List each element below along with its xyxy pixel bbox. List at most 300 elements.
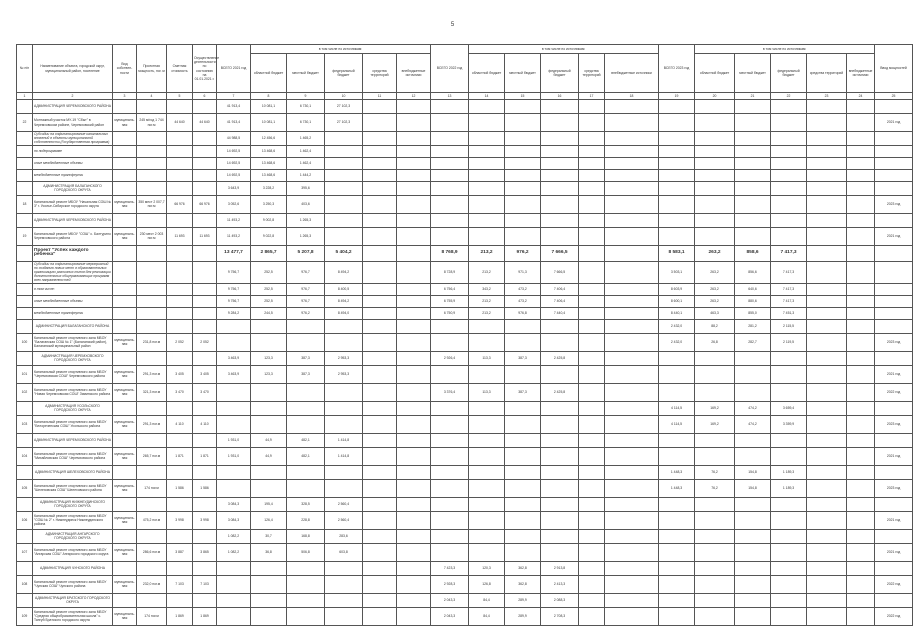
- column-number: 20: [695, 93, 735, 100]
- table-cell: 169,2: [695, 401, 735, 415]
- section-row: [17, 319, 913, 333]
- table-cell: [605, 145, 659, 157]
- table-cell: 880,6: [735, 295, 771, 307]
- table-cell: [431, 465, 469, 479]
- table-cell: [431, 497, 469, 511]
- table-cell: [847, 543, 875, 561]
- table-cell: [605, 593, 659, 607]
- section-row: [17, 181, 913, 195]
- table-cell: [469, 157, 505, 169]
- table-cell: [771, 145, 807, 157]
- table-cell: [363, 383, 397, 401]
- table-cell: [17, 433, 33, 447]
- table-cell: [137, 593, 167, 607]
- table-cell: [807, 227, 847, 245]
- table-cell: 2 425,8: [541, 383, 579, 401]
- table-cell: 482,1: [287, 433, 325, 447]
- table-cell: 263,2: [695, 261, 735, 283]
- section-row: [17, 169, 913, 181]
- table-cell: [735, 511, 771, 529]
- table-cell: [875, 351, 913, 365]
- table-cell: [193, 261, 217, 283]
- table-cell: [541, 365, 579, 383]
- table-cell: [363, 169, 397, 181]
- table-cell: 13 477,7: [217, 245, 251, 261]
- table-cell: [17, 213, 33, 227]
- table-cell: [605, 295, 659, 307]
- table-cell: [847, 181, 875, 195]
- table-cell: [605, 181, 659, 195]
- table-cell: 213,2: [469, 295, 505, 307]
- section-row: [17, 283, 913, 295]
- table-cell: 387,3: [287, 365, 325, 383]
- table-cell: [847, 561, 875, 575]
- column-number: 18: [605, 93, 659, 100]
- table-cell: [363, 561, 397, 575]
- table-cell: [875, 100, 913, 114]
- table-cell: [875, 529, 913, 543]
- table-cell: 195,4: [251, 497, 287, 511]
- table-cell: [541, 157, 579, 169]
- table-cell: 2 043,3: [431, 593, 469, 607]
- src-regional: областной бюджет: [251, 54, 287, 93]
- table-cell: [807, 351, 847, 365]
- table-cell: 22: [17, 114, 33, 132]
- table-cell: 6 755,9: [431, 295, 469, 307]
- table-cell: [659, 213, 695, 227]
- table-cell: [695, 383, 735, 401]
- table-cell: [363, 195, 397, 213]
- table-cell: [113, 181, 137, 195]
- table-row: [17, 511, 913, 529]
- row-name-cell: Капитальный ремонт спортивного зала МБОУ "Новая Черемховская СОШ" Зиминского района: [33, 383, 113, 401]
- table-cell: [397, 479, 431, 497]
- column-number: 8: [251, 93, 287, 100]
- table-cell: 1 871: [193, 447, 217, 465]
- section-row: [17, 401, 913, 415]
- table-cell: [771, 213, 807, 227]
- table-cell: муниципаль-ная: [113, 383, 137, 401]
- table-cell: [113, 157, 137, 169]
- table-cell: 8 494,2: [325, 295, 363, 307]
- table-cell: 100: [17, 333, 33, 351]
- table-cell: [505, 497, 541, 511]
- table-cell: [469, 529, 505, 543]
- table-cell: 3 052,6: [217, 195, 251, 213]
- table-cell: [735, 607, 771, 625]
- table-cell: 14 692,5: [217, 157, 251, 169]
- table-cell: [541, 543, 579, 561]
- table-cell: [659, 145, 695, 157]
- table-cell: 6 730,1: [287, 100, 325, 114]
- table-cell: [695, 511, 735, 529]
- table-cell: 231,8 пог.м: [137, 333, 167, 351]
- table-cell: [505, 543, 541, 561]
- table-cell: [807, 333, 847, 351]
- table-cell: 2 560,4: [325, 511, 363, 529]
- table-cell: [363, 415, 397, 433]
- table-cell: [579, 283, 605, 295]
- table-cell: 174 пог.м: [137, 607, 167, 625]
- row-name-cell: Капитальный ремонт МБОУ "СОШ" с. Балтурино Черемховского района: [33, 227, 113, 245]
- column-number: 23: [807, 93, 847, 100]
- table-cell: 213,2: [469, 245, 505, 261]
- table-cell: [847, 447, 875, 465]
- table-cell: [325, 181, 363, 195]
- row-name-cell: Капитальный ремонт спортивного зала МБОУ "Балаганская СОШ № 1" (Балаганский район), Балаганский муниципальный район: [33, 333, 113, 351]
- table-cell: 9 284,2: [217, 307, 251, 319]
- table-cell: [505, 511, 541, 529]
- table-cell: 1 082,2: [217, 543, 251, 561]
- table-cell: 7 417,3: [771, 295, 807, 307]
- table-cell: 244,5: [251, 307, 287, 319]
- table-cell: [251, 383, 287, 401]
- table-cell: [807, 529, 847, 543]
- table-cell: [605, 195, 659, 213]
- table-cell: [217, 607, 251, 625]
- table-cell: [807, 607, 847, 625]
- table-cell: [579, 261, 605, 283]
- table-cell: [847, 245, 875, 261]
- table-cell: [363, 529, 397, 543]
- section-row: [17, 213, 913, 227]
- table-cell: [771, 132, 807, 146]
- table-cell: [193, 157, 217, 169]
- table-cell: [875, 433, 913, 447]
- table-cell: [193, 245, 217, 261]
- table-cell: [735, 181, 771, 195]
- table-cell: [579, 529, 605, 543]
- table-cell: [579, 145, 605, 157]
- table-cell: 2 865,7: [251, 245, 287, 261]
- table-cell: [847, 575, 875, 593]
- table-cell: [579, 465, 605, 479]
- table-cell: 856,6: [735, 261, 771, 283]
- table-cell: [605, 479, 659, 497]
- table-cell: [541, 213, 579, 227]
- table-cell: [469, 479, 505, 497]
- table-cell: [251, 593, 287, 607]
- table-cell: 13 468,6: [251, 169, 287, 181]
- table-cell: 640,6: [735, 283, 771, 295]
- table-cell: [431, 157, 469, 169]
- row-name-cell: по подпрограмме: [33, 145, 113, 157]
- table-cell: 8 603,9: [659, 283, 695, 295]
- table-cell: [431, 181, 469, 195]
- table-cell: [17, 529, 33, 543]
- table-cell: [735, 365, 771, 383]
- table-cell: [847, 465, 875, 479]
- col-type: Вид собствен-ности: [113, 45, 137, 93]
- column-number: 21: [735, 93, 771, 100]
- table-cell: [505, 132, 541, 146]
- table-cell: [807, 561, 847, 575]
- column-number: 11: [363, 93, 397, 100]
- table-cell: 230 мест 2 003 пог.м: [137, 227, 167, 245]
- table-cell: [735, 561, 771, 575]
- table-cell: [659, 529, 695, 543]
- table-cell: [659, 561, 695, 575]
- table-cell: [325, 607, 363, 625]
- section-row: [17, 593, 913, 607]
- table-cell: [363, 307, 397, 319]
- table-cell: [505, 401, 541, 415]
- table-cell: [363, 607, 397, 625]
- table-cell: [113, 401, 137, 415]
- table-cell: 2022 год: [875, 383, 913, 401]
- table-cell: [579, 497, 605, 511]
- table-cell: [847, 132, 875, 146]
- table-row: [17, 447, 913, 465]
- table-cell: 13 468,6: [251, 145, 287, 157]
- table-cell: [397, 433, 431, 447]
- table-cell: [431, 543, 469, 561]
- table-cell: [469, 365, 505, 383]
- table-cell: [17, 245, 33, 261]
- section-row: [17, 145, 913, 157]
- table-cell: 4 114,5: [659, 415, 695, 433]
- table-cell: 350 мест 2 007,7 пог.м: [137, 195, 167, 213]
- column-number: 14: [469, 93, 505, 100]
- table-cell: [363, 157, 397, 169]
- table-cell: [807, 213, 847, 227]
- col-total-2022: ВСЕГО 2022 год: [431, 45, 469, 93]
- table-cell: [167, 213, 193, 227]
- table-cell: [695, 114, 735, 132]
- table-cell: 2021 год: [875, 511, 913, 529]
- table-cell: 11 493,2: [217, 213, 251, 227]
- table-cell: [771, 543, 807, 561]
- table-cell: [251, 479, 287, 497]
- table-cell: 2022 год: [875, 575, 913, 593]
- table-cell: [251, 333, 287, 351]
- table-cell: [541, 132, 579, 146]
- table-cell: [17, 169, 33, 181]
- table-cell: 971,3: [505, 261, 541, 283]
- table-cell: [397, 465, 431, 479]
- table-cell: [505, 365, 541, 383]
- table-cell: 387,3: [505, 351, 541, 365]
- table-cell: [325, 575, 363, 593]
- table-cell: [695, 195, 735, 213]
- table-cell: 8 440,1: [659, 307, 695, 319]
- table-cell: [807, 145, 847, 157]
- table-cell: [167, 529, 193, 543]
- table-cell: [17, 561, 33, 575]
- table-cell: [17, 497, 33, 511]
- table-cell: 3 250,3: [251, 195, 287, 213]
- table-cell: [287, 479, 325, 497]
- table-cell: [605, 227, 659, 245]
- table-cell: 19: [17, 227, 33, 245]
- table-cell: 7 417,3: [771, 261, 807, 283]
- table-cell: [807, 132, 847, 146]
- table-cell: муниципаль-ная: [113, 114, 137, 132]
- table-cell: [397, 319, 431, 333]
- table-cell: [735, 383, 771, 401]
- table-cell: 8 600,1: [659, 295, 695, 307]
- table-cell: 2021 год: [875, 447, 913, 465]
- table-cell: 2021 год: [875, 114, 913, 132]
- table-cell: [807, 319, 847, 333]
- column-number: 24: [847, 93, 875, 100]
- table-cell: [659, 181, 695, 195]
- table-cell: 289,9: [505, 607, 541, 625]
- table-cell: [431, 447, 469, 465]
- table-cell: [875, 465, 913, 479]
- table-cell: [659, 157, 695, 169]
- table-cell: муниципаль-ная: [113, 607, 137, 625]
- table-cell: 7 417,3: [771, 245, 807, 261]
- table-cell: [251, 561, 287, 575]
- table-cell: 8 728,9: [431, 261, 469, 283]
- table-cell: муниципаль-ная: [113, 511, 137, 529]
- row-name-cell: Капитальный ремонт спортивного зала МБОУ "Шелеховская СОШ" Шелеховского района: [33, 479, 113, 497]
- table-cell: 11 493,2: [217, 227, 251, 245]
- table-cell: 1 265,3: [287, 227, 325, 245]
- table-cell: [167, 351, 193, 365]
- table-cell: [363, 333, 397, 351]
- table-cell: 7 103: [193, 575, 217, 593]
- table-cell: [137, 181, 167, 195]
- table-cell: [847, 333, 875, 351]
- table-cell: [397, 181, 431, 195]
- table-cell: 7 440,4: [541, 307, 579, 319]
- table-cell: 9 756,7: [217, 295, 251, 307]
- table-cell: [771, 447, 807, 465]
- table-cell: [505, 181, 541, 195]
- table-cell: 18: [17, 195, 33, 213]
- table-cell: [847, 157, 875, 169]
- table-cell: [113, 100, 137, 114]
- table-cell: [807, 497, 847, 511]
- table-cell: 154,8: [735, 479, 771, 497]
- table-cell: [605, 415, 659, 433]
- table-cell: 228,8: [287, 511, 325, 529]
- table-cell: [469, 195, 505, 213]
- src-fund: средства территорий: [579, 54, 605, 93]
- table-cell: [397, 169, 431, 181]
- table-cell: [579, 333, 605, 351]
- table-cell: [605, 497, 659, 511]
- table-cell: [287, 383, 325, 401]
- table-cell: [875, 307, 913, 319]
- table-cell: 281,2: [735, 319, 771, 333]
- table-cell: [17, 157, 33, 169]
- table-cell: 387,3: [505, 383, 541, 401]
- table-cell: [605, 283, 659, 295]
- table-cell: [735, 169, 771, 181]
- table-cell: [579, 227, 605, 245]
- table-cell: [847, 401, 875, 415]
- table-cell: [875, 401, 913, 415]
- table-cell: [541, 319, 579, 333]
- section-row: [17, 561, 913, 575]
- table-cell: [541, 529, 579, 543]
- table-cell: [505, 415, 541, 433]
- table-cell: [167, 157, 193, 169]
- table-cell: [397, 575, 431, 593]
- table-cell: [605, 383, 659, 401]
- table-cell: [469, 511, 505, 529]
- table-cell: [431, 433, 469, 447]
- table-cell: [847, 351, 875, 365]
- src-regional: областной бюджет: [695, 54, 735, 93]
- table-cell: [167, 307, 193, 319]
- table-cell: [287, 465, 325, 479]
- table-cell: [695, 157, 735, 169]
- table-cell: [875, 593, 913, 607]
- table-cell: 245 м/год 1 744 пог.м: [137, 114, 167, 132]
- table-cell: [137, 433, 167, 447]
- table-cell: 482,1: [287, 447, 325, 465]
- table-cell: 154,8: [735, 465, 771, 479]
- table-cell: [807, 114, 847, 132]
- table-cell: [695, 593, 735, 607]
- table-cell: [469, 415, 505, 433]
- table-cell: [771, 607, 807, 625]
- row-name-cell: АДМИНИСТРАЦИЯ НИЖНЕУДИНСКОГО ГОРОДСКОГО ОКРУГА: [33, 497, 113, 511]
- table-cell: [325, 333, 363, 351]
- table-cell: [505, 213, 541, 227]
- table-cell: [167, 169, 193, 181]
- table-cell: 2023 год: [875, 415, 913, 433]
- src-local: местный бюджет: [735, 54, 771, 93]
- src-territorial: средства территорий: [363, 54, 397, 93]
- table-cell: [431, 365, 469, 383]
- table-cell: 283,6: [325, 529, 363, 543]
- table-cell: [113, 295, 137, 307]
- table-cell: [431, 227, 469, 245]
- src-extra: внебюджетные источники: [397, 54, 431, 93]
- table-cell: 362,8: [505, 561, 541, 575]
- table-cell: [735, 114, 771, 132]
- table-cell: [695, 433, 735, 447]
- table-cell: 113,3: [469, 383, 505, 401]
- table-cell: [193, 181, 217, 195]
- table-cell: 14 692,5: [217, 145, 251, 157]
- table-cell: [771, 511, 807, 529]
- table-cell: 66 976: [193, 195, 217, 213]
- table-cell: [137, 245, 167, 261]
- table-cell: [469, 227, 505, 245]
- table-cell: [659, 195, 695, 213]
- table-cell: 286,6 пог.м: [137, 543, 167, 561]
- table-cell: [137, 132, 167, 146]
- table-cell: [695, 447, 735, 465]
- table-cell: [847, 479, 875, 497]
- table-cell: [193, 319, 217, 333]
- table-cell: [363, 401, 397, 415]
- table-cell: [363, 145, 397, 157]
- row-name-cell: в том числе:: [33, 283, 113, 295]
- table-cell: [217, 575, 251, 593]
- table-cell: [735, 145, 771, 157]
- table-cell: [193, 169, 217, 181]
- table-cell: [397, 529, 431, 543]
- table-cell: 263,2: [695, 283, 735, 295]
- table-cell: [397, 100, 431, 114]
- table-cell: [579, 307, 605, 319]
- table-cell: 291,3 пог.м: [137, 365, 167, 383]
- table-cell: [771, 100, 807, 114]
- table-cell: [659, 114, 695, 132]
- table-cell: [431, 479, 469, 497]
- table-cell: 44,9: [251, 447, 287, 465]
- table-cell: [363, 245, 397, 261]
- table-cell: 3 463,9: [217, 365, 251, 383]
- table-cell: [579, 365, 605, 383]
